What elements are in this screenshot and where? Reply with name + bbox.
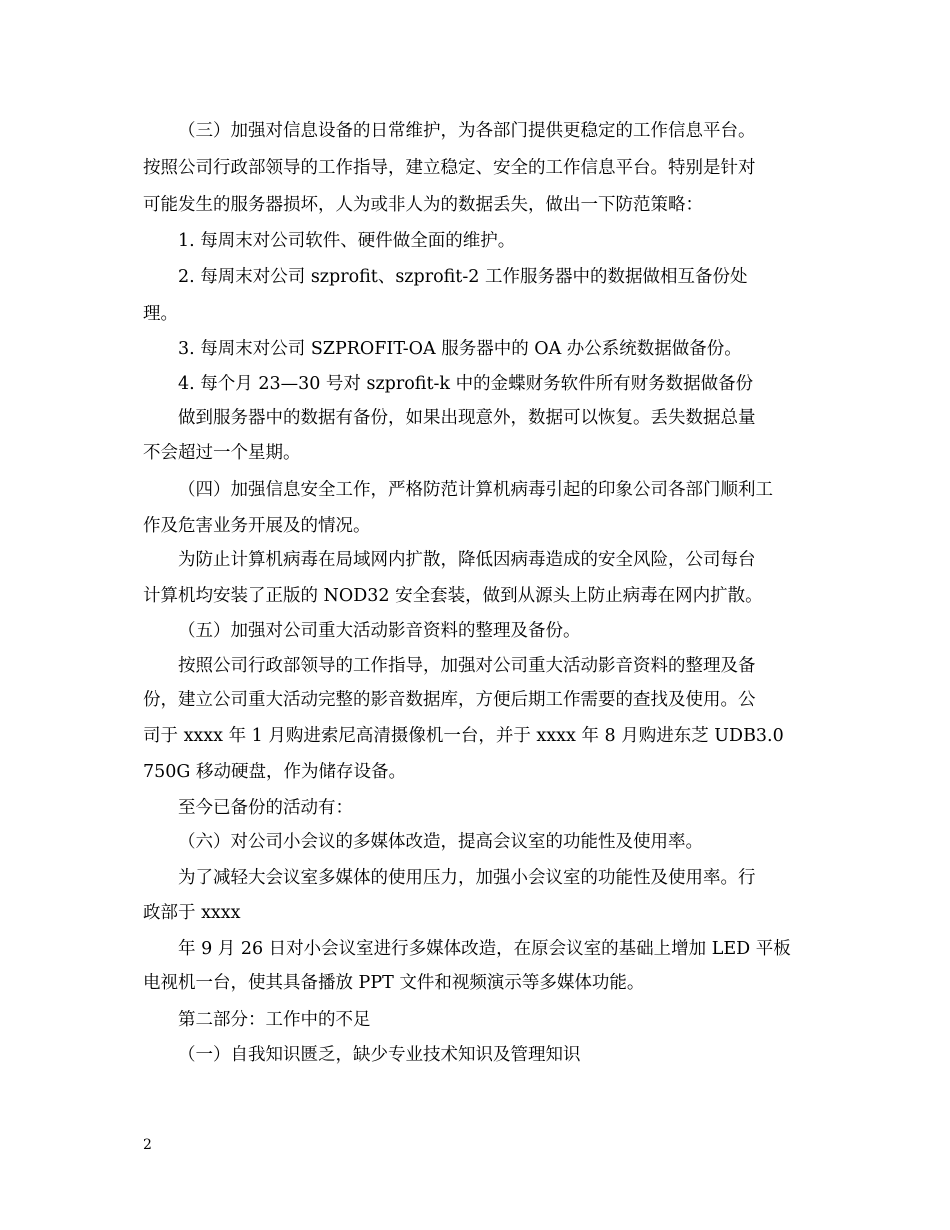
paragraph-line: 政部于 xxxx bbox=[143, 903, 241, 923]
paragraph-line: 按照公司行政部领导的工作指导，建立稳定、安全的工作信息平台。特别是针对 bbox=[143, 158, 756, 178]
paragraph-line: 份，建立公司重大活动完整的影音数据库，方便后期工作需要的查找及使用。公 bbox=[143, 690, 756, 710]
paragraph-line: 做到服务器中的数据有备份，如果出现意外，数据可以恢复。丢失数据总量 bbox=[178, 408, 756, 428]
paragraph-line: 至今已备份的活动有： bbox=[178, 798, 353, 818]
paragraph-line: 1. 每周末对公司软件、硬件做全面的维护。 bbox=[178, 231, 516, 251]
paragraph-line: 理。 bbox=[143, 304, 178, 324]
paragraph-line: 为了减轻大会议室多媒体的使用压力，加强小会议室的功能性及使用率。行 bbox=[178, 868, 756, 888]
paragraph-line: 4. 每个月 23—30 号对 szprofit-k 中的金蝶财务软件所有财务数据做备份 bbox=[178, 374, 754, 394]
page-number: 2 bbox=[143, 1137, 152, 1153]
paragraph-line: （一）自我知识匮乏，缺少专业技术知识及管理知识 bbox=[178, 1045, 581, 1065]
paragraph-line: （三）加强对信息设备的日常维护，为各部门提供更稳定的工作信息平台。 bbox=[178, 121, 756, 141]
paragraph-line: （五）加强对公司重大活动影音资料的整理及备份。 bbox=[178, 621, 581, 641]
paragraph-line: 3. 每周末对公司 SZPROFIT-OA 服务器中的 OA 办公系统数据做备份。 bbox=[178, 339, 742, 359]
paragraph-line: 第二部分：工作中的不足 bbox=[178, 1010, 371, 1030]
paragraph-line: 作及危害业务开展及的情况。 bbox=[143, 516, 371, 536]
paragraph-line: 不会超过一个星期。 bbox=[143, 443, 301, 463]
paragraph-line: 2. 每周末对公司 szprofit、szprofit-2 工作服务器中的数据做相互备份处 bbox=[178, 267, 748, 287]
paragraph-line: 为防止计算机病毒在局域网内扩散，降低因病毒造成的安全风险，公司每台 bbox=[178, 550, 756, 570]
paragraph-line: 计算机均安装了正版的 NOD32 安全套装，做到从源头上防止病毒在网内扩散。 bbox=[143, 586, 763, 606]
paragraph-line: （四）加强信息安全工作，严格防范计算机病毒引起的印象公司各部门顺利工 bbox=[178, 480, 773, 500]
paragraph-line: 可能发生的服务器损坏，人为或非人为的数据丢失，做出一下防范策略： bbox=[143, 195, 703, 215]
paragraph-line: （六）对公司小会议的多媒体改造，提高会议室的功能性及使用率。 bbox=[178, 832, 703, 852]
paragraph-line: 司于 xxxx 年 1 月购进索尼高清摄像机一台，并于 xxxx 年 8 月购进东芝 UDB3.0 bbox=[143, 726, 784, 746]
paragraph-line: 按照公司行政部领导的工作指导，加强对公司重大活动影音资料的整理及备 bbox=[178, 656, 756, 676]
paragraph-line: 年 9 月 26 日对小会议室进行多媒体改造，在原会议室的基础上增加 LED 平板 bbox=[178, 939, 791, 959]
paragraph-line: 电视机一台，使其具备播放 PPT 文件和视频演示等多媒体功能。 bbox=[143, 973, 645, 993]
paragraph-line: 750G 移动硬盘，作为储存设备。 bbox=[143, 762, 406, 782]
